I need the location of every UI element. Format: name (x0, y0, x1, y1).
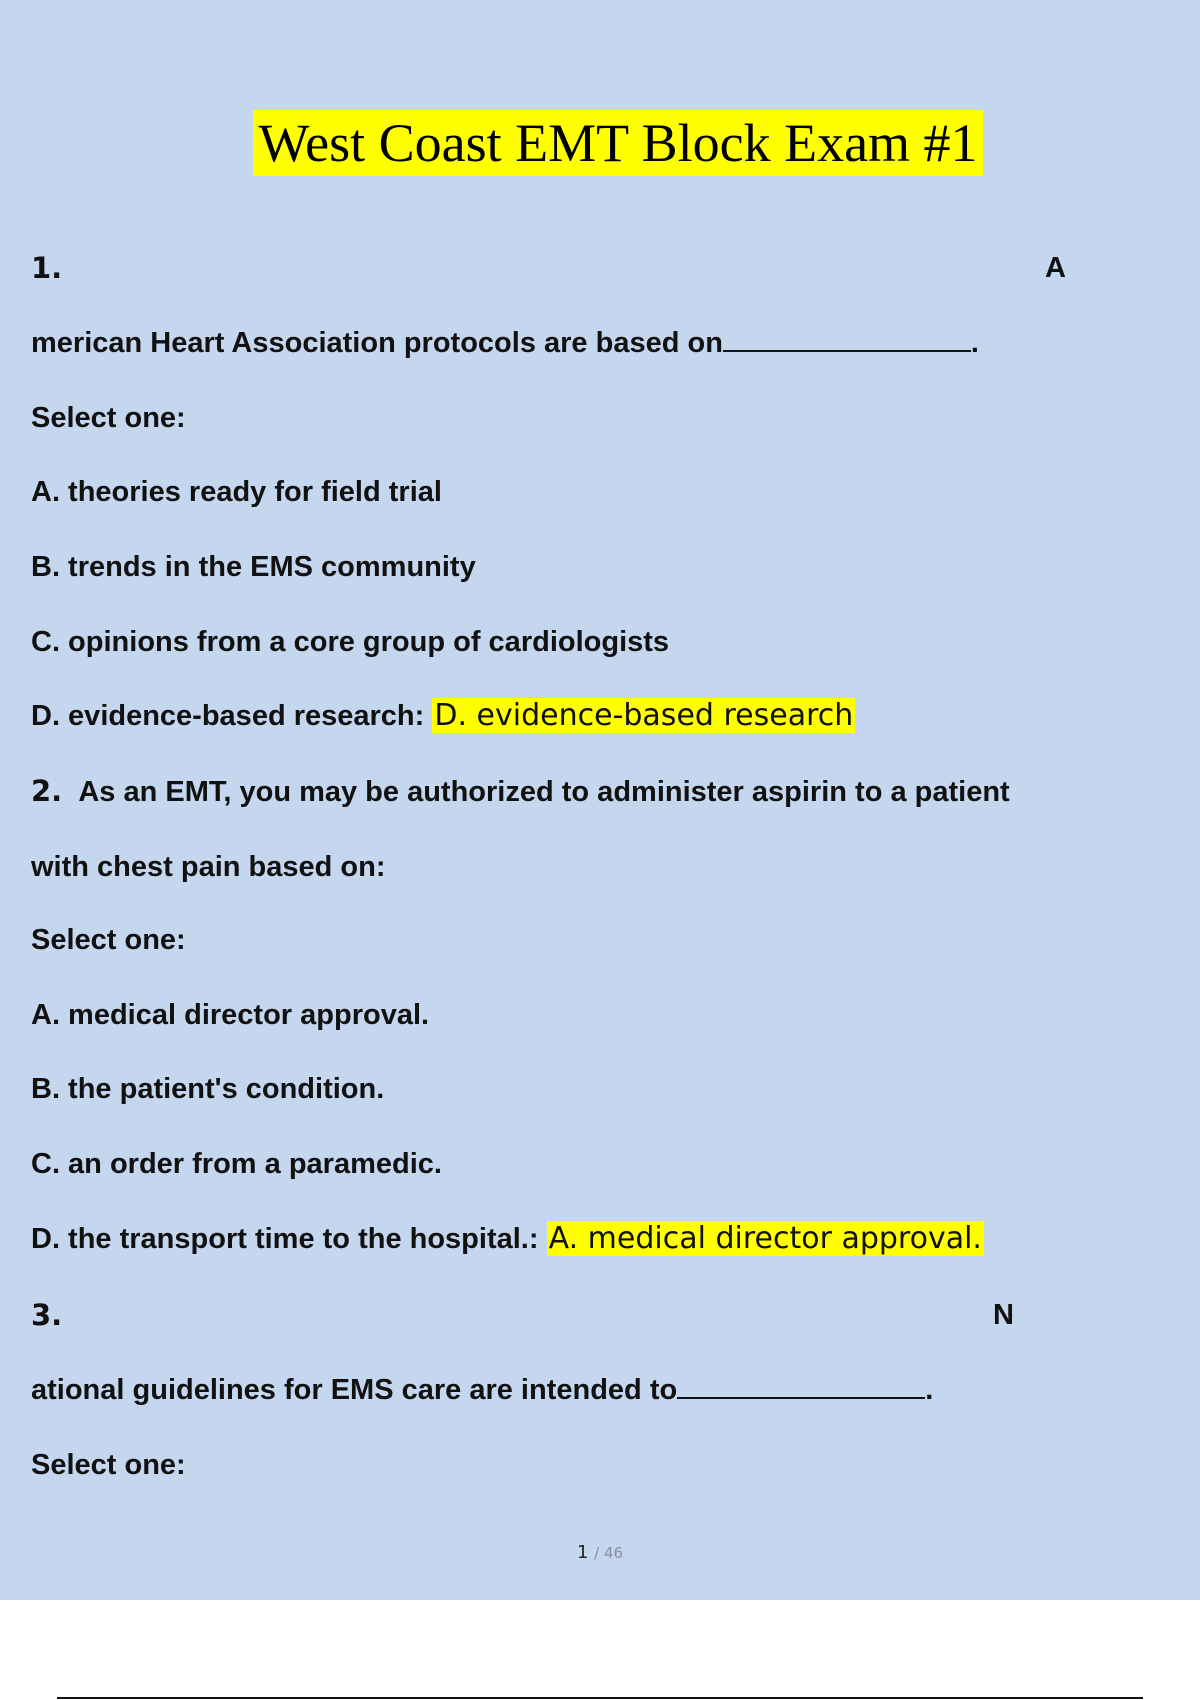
question-2-option-c: C. an order from a paramedic. (31, 1148, 442, 1180)
question-2-select-label: Select one: (31, 924, 186, 956)
question-3-blank (677, 1373, 925, 1399)
page-number-current: 1 (576, 1542, 589, 1563)
page-title: West Coast EMT Block Exam #1 (253, 110, 982, 176)
question-1-option-d-text: D. evidence-based research: (31, 700, 425, 732)
question-1-header (31, 250, 62, 287)
question-1-answer-highlight: D. evidence-based research (434, 698, 854, 733)
next-page-rule (57, 1697, 1143, 1699)
question-2-number: 2. (31, 774, 63, 808)
question-1-option-d (31, 698, 855, 734)
question-3-number: 3. (31, 1298, 63, 1332)
question-1-option-b: B. trends in the EMS community (31, 551, 476, 583)
page-number (0, 1542, 1200, 1563)
question-3-trailing: . (925, 1374, 934, 1406)
question-1-blank (723, 326, 971, 352)
question-1-option-a: A. theories ready for field trial (31, 476, 442, 508)
question-2-stem-text: As an EMT, you may be authorized to administer aspirin to a patient (78, 776, 1010, 808)
question-3-first-letter: N (993, 1299, 1014, 1331)
question-3-select-label: Select one: (31, 1449, 186, 1481)
question-2-answer-highlight: A. medical director approval. (548, 1221, 982, 1256)
question-3-header (31, 1297, 62, 1334)
question-3-stem-text: ational guidelines for EMS care are intended to (31, 1374, 678, 1406)
question-2-stem-line-2: with chest pain based on: (31, 851, 386, 883)
question-2-option-d-text: D. the transport time to the hospital.: (31, 1223, 539, 1255)
question-2-option-d (31, 1221, 984, 1257)
page-number-total: / 46 (594, 1544, 624, 1562)
question-2-option-b: B. the patient's condition. (31, 1073, 385, 1105)
question-1-number: 1. (31, 251, 63, 285)
title-wrap (0, 110, 1200, 176)
question-1-stem (31, 325, 979, 361)
question-2-option-a: A. medical director approval. (31, 999, 430, 1031)
question-1-first-letter: A (1045, 252, 1066, 284)
question-1-option-c: C. opinions from a core group of cardiologists (31, 626, 670, 658)
question-1-trailing: . (970, 327, 979, 359)
question-3-stem (31, 1372, 933, 1408)
question-1-select-label: Select one: (31, 402, 186, 434)
question-1-stem-text: merican Heart Association protocols are based on (31, 327, 723, 359)
question-2-stem-line-1 (31, 773, 1010, 810)
